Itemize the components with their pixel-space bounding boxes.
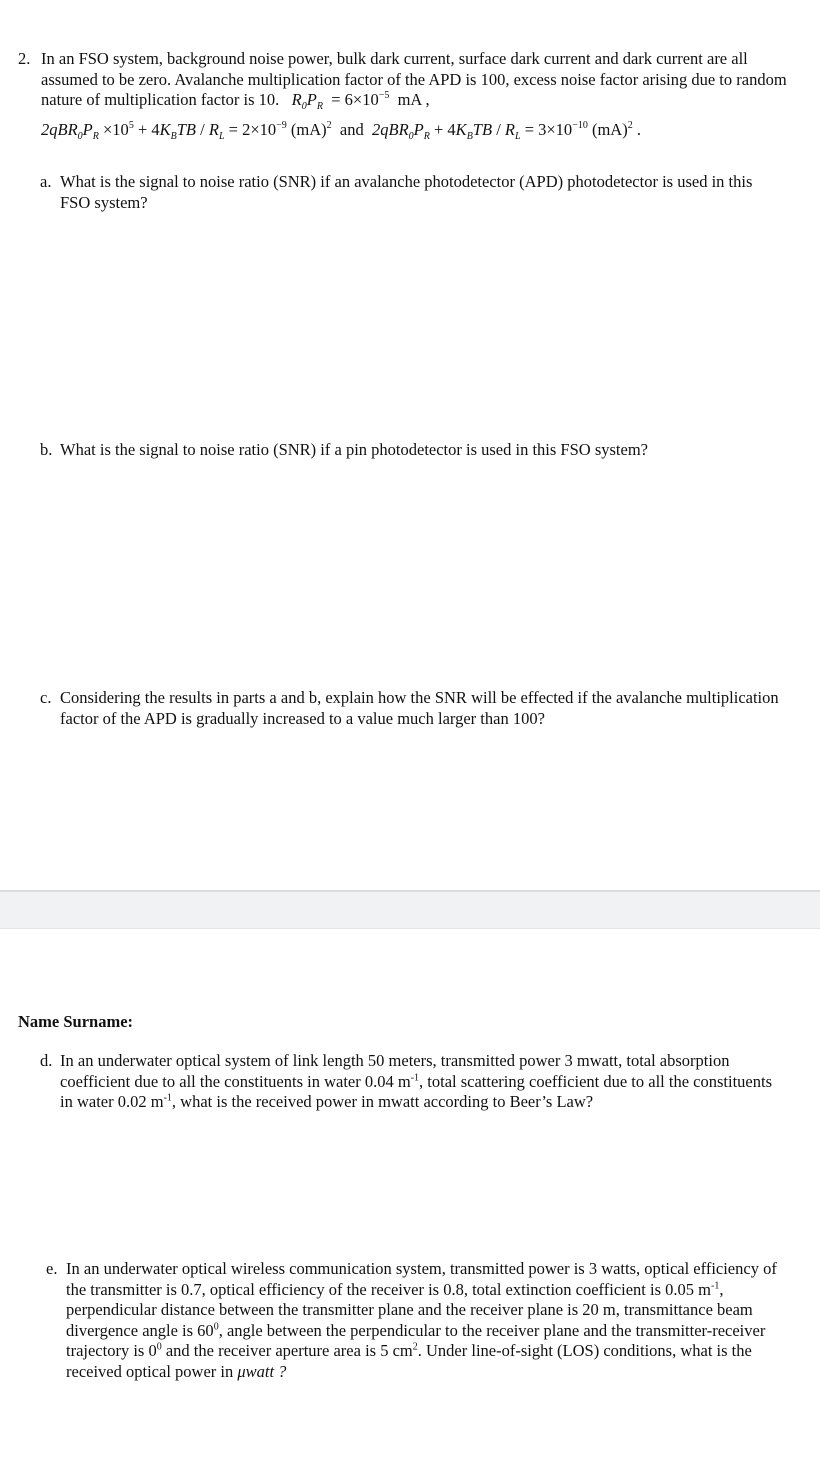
equation-1: $2qBR_0P_R$ — [41, 119, 99, 142]
part-e-area-exp: 2 — [412, 1341, 418, 1353]
part-d-text-2: , total scattering coefficient due to all the constituents in water 0.02 m — [60, 1071, 772, 1112]
equation-line: $2qBR_0P_R \times 10^5 + 4K_BTB / R_L = 2\times 10^{-9}$ (mA)$^2$ and $2qBR_0P_R + 4K_BTB / R_L = 3\times 10^{-10}$ (mA)$^2$ . — [41, 119, 641, 142]
equation-join: and — [339, 119, 364, 139]
part-d-text-1: In an underwater optical system of link length 50 meters, transmitted power 3 mwatt, total absorption coefficient due to all the constituents in water 0.04 m — [60, 1051, 730, 1091]
part-a — [40, 172, 780, 213]
part-b-text: What is the signal to noise ratio (SNR) if a pin photodetector is used in this FSO system? — [60, 440, 648, 459]
part-c-text: Considering the results in parts a and b, explain how the SNR will be effected if the avalanche multiplication factor of the APD is gradually increased to a value much larger than 100? — [60, 688, 779, 728]
part-c-label: c. — [40, 688, 52, 707]
question-number: 2. — [18, 49, 31, 68]
part-e-text-5: . Under line-of-sight (LOS) conditions, what is the received optical power in — [66, 1341, 752, 1381]
name-surname-label: Name Surname: — [18, 1012, 134, 1031]
part-e-degree-1: 0 — [213, 1321, 219, 1333]
given-product: $R_0P_R$ — [283, 90, 323, 113]
part-a-text: What is the signal to noise ratio (SNR) if an avalanche photodetector (APD) photodetector is used in this FSO system? — [60, 172, 753, 212]
part-d-text-3: , what is the received power in mwatt according to Beer’s Law? — [171, 1092, 594, 1112]
part-b-label: b. — [40, 440, 53, 459]
part-e-text-1: In an underwater optical wireless communication system, transmitted power is 3 watts, optical efficiency of the transmitter is 0.7, optical efficiency of the receiver is 0.8, total extinction coefficient is 0.05 m — [66, 1259, 777, 1299]
part-e-text-3: , angle between the perpendicular to the receiver plane and the transmitter-receiver trajectory is 0 — [66, 1320, 766, 1361]
part-e-text-4: and the receiver aperture area is 5 cm — [161, 1341, 413, 1361]
equation-2: $2qBR_0P_R$ — [371, 119, 430, 142]
question-2 — [18, 49, 788, 140]
part-b — [40, 440, 780, 461]
part-e — [46, 1259, 786, 1383]
part-d-label: d. — [40, 1051, 53, 1070]
part-e-label: e. — [46, 1259, 58, 1278]
given-product-value: = $6\times 10^{-5}$ mA , — [327, 90, 430, 110]
page-break-divider — [0, 890, 820, 929]
part-e-degree-2: 0 — [156, 1341, 162, 1353]
part-d-unit-exp-1: -1 — [410, 1072, 420, 1084]
question-intro — [41, 49, 788, 111]
part-c — [40, 688, 780, 729]
part-e-unit-exp: -1 — [710, 1280, 720, 1292]
part-d-unit-exp-2: -1 — [163, 1092, 172, 1104]
part-e-text-2: , perpendicular distance between the transmitter plane and the receiver plane is 20 m, transmittance beam divergence angle is 60 — [66, 1279, 753, 1340]
part-e-power-unit: μwatt ? — [237, 1361, 287, 1381]
part-a-label: a. — [40, 172, 52, 191]
part-d-text — [60, 1051, 780, 1113]
question-intro-text: In an FSO system, background noise power, bulk dark current, surface dark current and dark current are all assumed to be zero. Avalanche multiplication factor of the APD is 100, excess noise factor arising due to random nature of multiplication factor is 10. — [41, 49, 787, 110]
part-e-text — [66, 1259, 786, 1383]
part-d — [40, 1051, 780, 1113]
